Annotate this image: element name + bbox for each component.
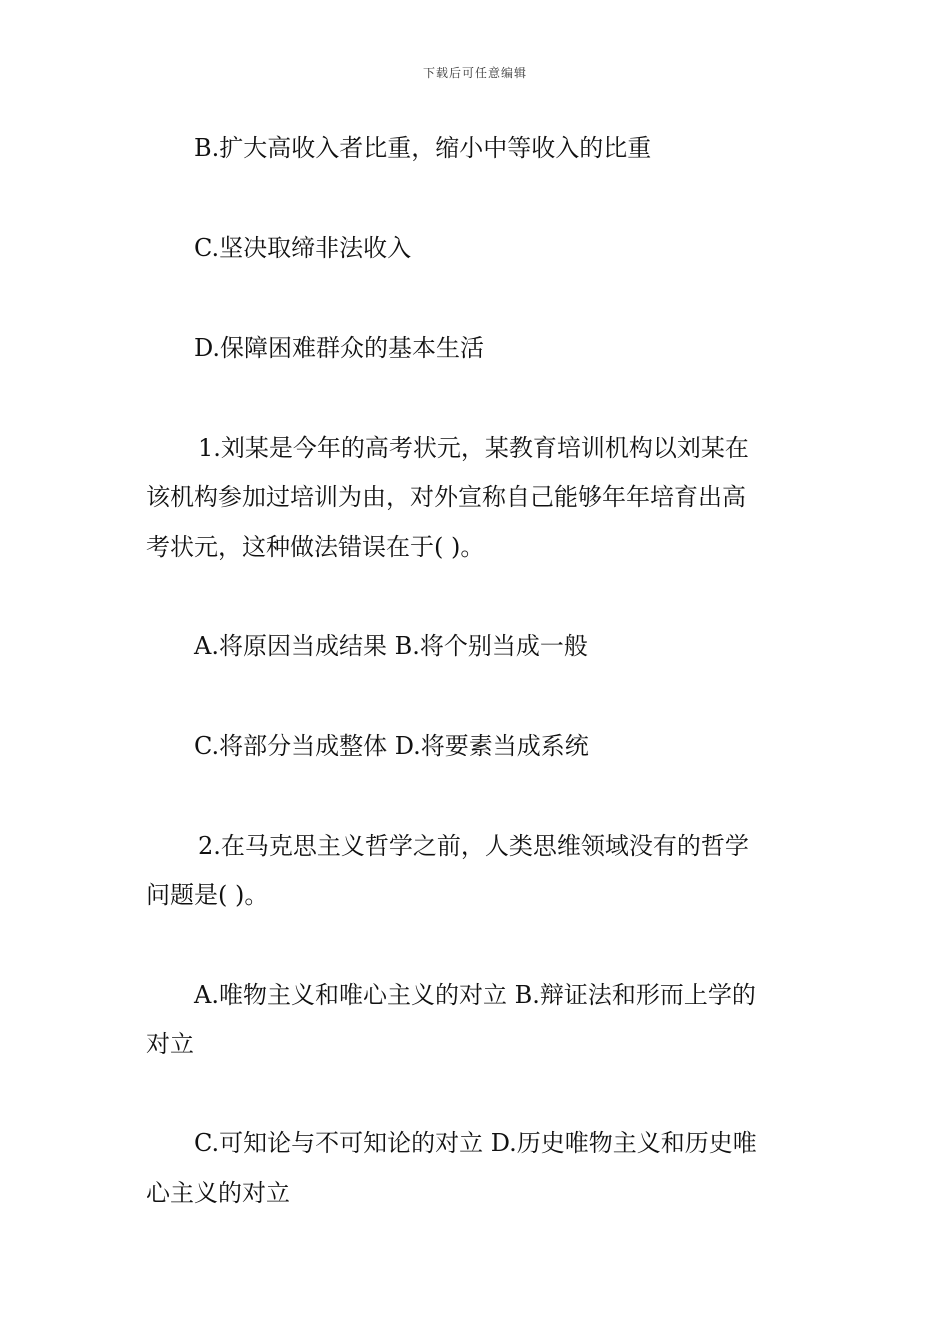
- question-1-line-1: 1.刘某是今年的高考状元，某教育培训机构以刘某在: [198, 434, 749, 462]
- question-2-line-1: 2.在马克思主义哲学之前，人类思维领域没有的哲学: [198, 832, 749, 860]
- question-2-options-cd-line-2: 心主义的对立: [146, 1179, 290, 1207]
- question-2-options-cd-line-1: C.可知论与不可知论的对立 D.历史唯物主义和历史唯: [194, 1129, 757, 1157]
- question-2-options-ab-line-1: A.唯物主义和唯心主义的对立 B.辩证法和形而上学的: [194, 981, 756, 1009]
- question-2-options-ab-line-2: 对立: [146, 1030, 194, 1058]
- question-1-options-cd: C.将部分当成整体 D.将要素当成系统: [194, 732, 589, 760]
- option-c-prev: C.坚决取缔非法收入: [194, 234, 412, 262]
- option-d-prev: D.保障困难群众的基本生活: [194, 334, 485, 362]
- question-1-line-2: 该机构参加过培训为由，对外宣称自己能够年年培育出高: [146, 483, 746, 511]
- question-1-line-3: 考状元，这种做法错误在于( )。: [146, 533, 485, 561]
- question-2-line-2: 问题是( )。: [146, 881, 269, 909]
- option-b-prev: B.扩大高收入者比重，缩小中等收入的比重: [194, 134, 652, 162]
- question-1-options-ab: A.将原因当成结果 B.将个别当成一般: [194, 632, 588, 660]
- page-header: 下载后可任意编辑: [422, 66, 527, 80]
